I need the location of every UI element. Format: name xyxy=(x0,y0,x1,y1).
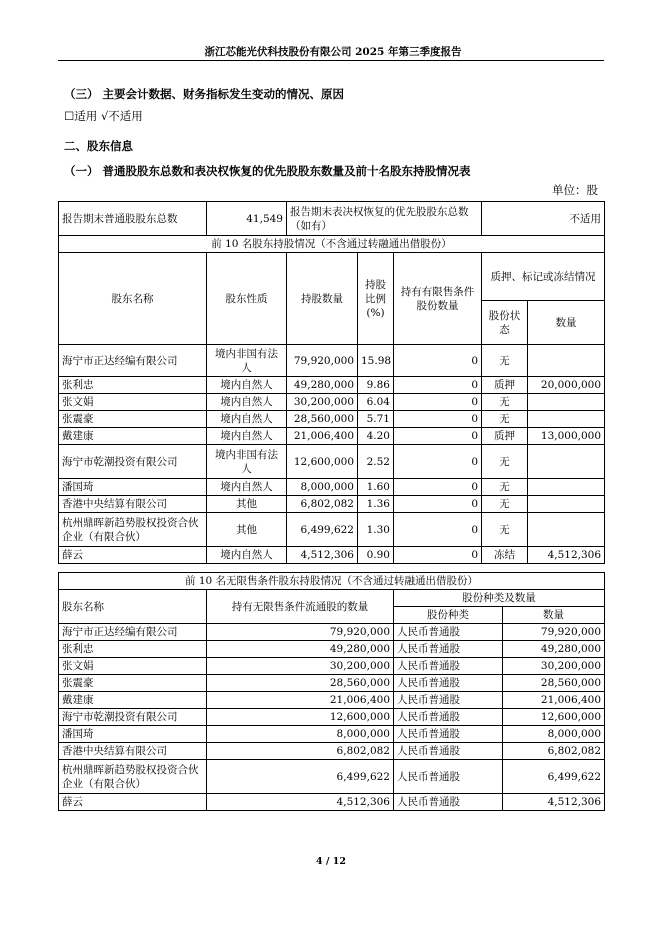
row-count: 6,499,622 xyxy=(207,760,394,794)
row-type: 人民币普通股 xyxy=(394,692,503,709)
row-type: 人民币普通股 xyxy=(394,760,503,794)
section-3-heading: （三） 主要会计数据、财务指标发生变动的情况、原因 xyxy=(64,87,345,101)
row-status: 无 xyxy=(482,345,528,377)
row-count: 6,802,082 xyxy=(207,743,394,760)
shareholder-info-heading: 二、股东信息 xyxy=(64,139,133,153)
table-row xyxy=(59,345,605,377)
row-qty xyxy=(528,411,605,428)
row-shares: 6,802,082 xyxy=(287,496,358,513)
row-name: 戴建康 xyxy=(59,692,207,709)
row-restricted: 0 xyxy=(394,547,482,564)
row-qty: 49,280,000 xyxy=(503,641,605,658)
row-status: 无 xyxy=(482,411,528,428)
row-shares: 79,920,000 xyxy=(287,345,358,377)
row-ratio: 1.30 xyxy=(358,513,394,547)
row-nature: 境内非国有法人 xyxy=(207,345,287,377)
col-header-nature: 股东性质 xyxy=(207,253,287,345)
row-shares: 8,000,000 xyxy=(287,479,358,496)
page-number: 4 / 12 xyxy=(316,856,346,867)
row-name: 杭州鼎晖新趋势股权投资合伙企业（有限合伙） xyxy=(59,513,207,547)
col-header-count: 持有无限售条件流通股的数量 xyxy=(207,590,394,624)
row-count: 30,200,000 xyxy=(207,658,394,675)
col-header-pledge: 质押、标记或冻结情况 xyxy=(482,253,605,301)
row-type: 人民币普通股 xyxy=(394,624,503,641)
col-header-type: 股份种类 xyxy=(394,607,503,624)
preferred-shareholders-label: 报告期末表决权恢复的优先股股东总数（如有） xyxy=(287,202,482,236)
row-type: 人民币普通股 xyxy=(394,709,503,726)
row-ratio: 9.86 xyxy=(358,377,394,394)
row-ratio: 2.52 xyxy=(358,445,394,479)
row-nature: 其他 xyxy=(207,496,287,513)
row-name: 潘国琦 xyxy=(59,726,207,743)
row-count: 8,000,000 xyxy=(207,726,394,743)
row-qty xyxy=(528,394,605,411)
total-shareholders-value: 41,549 xyxy=(207,202,287,236)
table-row xyxy=(59,547,605,564)
row-nature: 其他 xyxy=(207,513,287,547)
table-row xyxy=(59,513,605,547)
subsection-1-heading: （一） 普通股股东总数和表决权恢复的优先股股东数量及前十名股东持股情况表 xyxy=(64,164,471,178)
table-row xyxy=(59,496,605,513)
row-name: 薛云 xyxy=(59,794,207,811)
top10-title: 前 10 名股东持股情况（不含通过转融通出借股份） xyxy=(59,236,605,253)
table-row xyxy=(59,624,605,641)
row-nature: 境内自然人 xyxy=(207,394,287,411)
row-shares: 21,006,400 xyxy=(287,428,358,445)
row-name: 潘国琦 xyxy=(59,479,207,496)
row-qty: 6,499,622 xyxy=(503,760,605,794)
table-row xyxy=(59,377,605,394)
table-row xyxy=(59,743,605,760)
report-header-title: 浙江芯能光伏科技股份有限公司 2025 年第三季度报告 xyxy=(204,46,462,58)
row-ratio: 1.60 xyxy=(358,479,394,496)
row-count: 21,006,400 xyxy=(207,692,394,709)
row-status: 无 xyxy=(482,394,528,411)
row-status: 冻结 xyxy=(482,547,528,564)
row-qty: 4,512,306 xyxy=(503,794,605,811)
table-row xyxy=(59,428,605,445)
col-header-name: 股东名称 xyxy=(59,253,207,345)
row-count: 28,560,000 xyxy=(207,675,394,692)
row-restricted: 0 xyxy=(394,377,482,394)
row-type: 人民币普通股 xyxy=(394,743,503,760)
row-qty xyxy=(528,496,605,513)
col-header-status: 股份状态 xyxy=(482,301,528,345)
row-nature: 境内非国有法人 xyxy=(207,445,287,479)
row-shares: 28,560,000 xyxy=(287,411,358,428)
row-restricted: 0 xyxy=(394,479,482,496)
col-header-restricted: 持有有限售条件股份数量 xyxy=(394,253,482,345)
row-nature: 境内自然人 xyxy=(207,547,287,564)
row-name: 张利忠 xyxy=(59,377,207,394)
row-qty xyxy=(528,345,605,377)
row-type: 人民币普通股 xyxy=(394,641,503,658)
table-row xyxy=(59,760,605,794)
row-restricted: 0 xyxy=(394,445,482,479)
row-count: 49,280,000 xyxy=(207,641,394,658)
row-type: 人民币普通股 xyxy=(394,794,503,811)
row-name: 海宁市正达经编有限公司 xyxy=(59,345,207,377)
col-header-ratio: 持股比例(%) xyxy=(358,253,394,345)
row-status: 无 xyxy=(482,479,528,496)
row-ratio: 1.36 xyxy=(358,496,394,513)
row-restricted: 0 xyxy=(394,411,482,428)
row-qty: 12,600,000 xyxy=(503,709,605,726)
row-status: 无 xyxy=(482,513,528,547)
row-ratio: 6.04 xyxy=(358,394,394,411)
table-row xyxy=(59,394,605,411)
row-restricted: 0 xyxy=(394,428,482,445)
table-row xyxy=(59,709,605,726)
table-row xyxy=(59,794,605,811)
row-count: 4,512,306 xyxy=(207,794,394,811)
row-status: 质押 xyxy=(482,377,528,394)
row-count: 79,920,000 xyxy=(207,624,394,641)
row-ratio: 4.20 xyxy=(358,428,394,445)
row-qty: 79,920,000 xyxy=(503,624,605,641)
row-qty: 13,000,000 xyxy=(528,428,605,445)
row-status: 质押 xyxy=(482,428,528,445)
row-name: 张文娟 xyxy=(59,658,207,675)
row-ratio: 15.98 xyxy=(358,345,394,377)
row-name: 戴建康 xyxy=(59,428,207,445)
row-status: 无 xyxy=(482,496,528,513)
preferred-shareholders-value: 不适用 xyxy=(482,202,605,236)
row-restricted: 0 xyxy=(394,345,482,377)
row-name: 海宁市正达经编有限公司 xyxy=(59,624,207,641)
row-qty xyxy=(528,479,605,496)
col-header-qty: 数量 xyxy=(503,607,605,624)
row-type: 人民币普通股 xyxy=(394,658,503,675)
table-row xyxy=(59,726,605,743)
row-shares: 4,512,306 xyxy=(287,547,358,564)
unrestricted-shareholders-table xyxy=(58,572,605,811)
table-row xyxy=(59,658,605,675)
row-qty: 20,000,000 xyxy=(528,377,605,394)
row-qty: 8,000,000 xyxy=(503,726,605,743)
col-header-type-group: 股份种类及数量 xyxy=(394,590,605,607)
row-restricted: 0 xyxy=(394,496,482,513)
row-ratio: 5.71 xyxy=(358,411,394,428)
row-nature: 境内自然人 xyxy=(207,479,287,496)
col-header-qty: 数量 xyxy=(528,301,605,345)
row-type: 人民币普通股 xyxy=(394,675,503,692)
row-nature: 境内自然人 xyxy=(207,411,287,428)
row-nature: 境内自然人 xyxy=(207,377,287,394)
row-qty: 30,200,000 xyxy=(503,658,605,675)
total-shareholders-label: 报告期末普通股股东总数 xyxy=(59,202,207,236)
row-shares: 6,499,622 xyxy=(287,513,358,547)
row-count: 12,600,000 xyxy=(207,709,394,726)
row-nature: 境内自然人 xyxy=(207,428,287,445)
row-ratio: 0.90 xyxy=(358,547,394,564)
col-header-shares: 持股数量 xyxy=(287,253,358,345)
row-name: 张震豪 xyxy=(59,411,207,428)
table-row xyxy=(59,411,605,428)
row-qty: 6,802,082 xyxy=(503,743,605,760)
row-qty: 28,560,000 xyxy=(503,675,605,692)
section-3-applicability: ☐适用 √不适用 xyxy=(64,109,143,123)
table-row xyxy=(59,479,605,496)
table-row xyxy=(59,641,605,658)
row-qty xyxy=(528,513,605,547)
row-qty xyxy=(528,445,605,479)
header-divider xyxy=(58,60,604,61)
row-type: 人民币普通股 xyxy=(394,726,503,743)
row-name: 香港中央结算有限公司 xyxy=(59,743,207,760)
row-shares: 49,280,000 xyxy=(287,377,358,394)
col-header-name: 股东名称 xyxy=(59,590,207,624)
row-qty: 4,512,306 xyxy=(528,547,605,564)
row-name: 杭州鼎晖新趋势股权投资合伙企业（有限合伙） xyxy=(59,760,207,794)
row-name: 薛云 xyxy=(59,547,207,564)
row-status: 无 xyxy=(482,445,528,479)
table-row xyxy=(59,692,605,709)
row-name: 海宁市乾潮投资有限公司 xyxy=(59,709,207,726)
row-shares: 12,600,000 xyxy=(287,445,358,479)
table-row xyxy=(59,445,605,479)
row-restricted: 0 xyxy=(394,394,482,411)
top10-shareholders-table xyxy=(58,201,605,564)
row-name: 香港中央结算有限公司 xyxy=(59,496,207,513)
table-row xyxy=(59,675,605,692)
row-name: 张文娟 xyxy=(59,394,207,411)
row-shares: 30,200,000 xyxy=(287,394,358,411)
unit-label: 单位：股 xyxy=(552,183,598,197)
row-name: 张利忠 xyxy=(59,641,207,658)
row-qty: 21,006,400 xyxy=(503,692,605,709)
unrestricted-title: 前 10 名无限售条件股东持股情况（不含通过转融通出借股份） xyxy=(59,573,605,590)
row-restricted: 0 xyxy=(394,513,482,547)
row-name: 张震豪 xyxy=(59,675,207,692)
row-name: 海宁市乾潮投资有限公司 xyxy=(59,445,207,479)
